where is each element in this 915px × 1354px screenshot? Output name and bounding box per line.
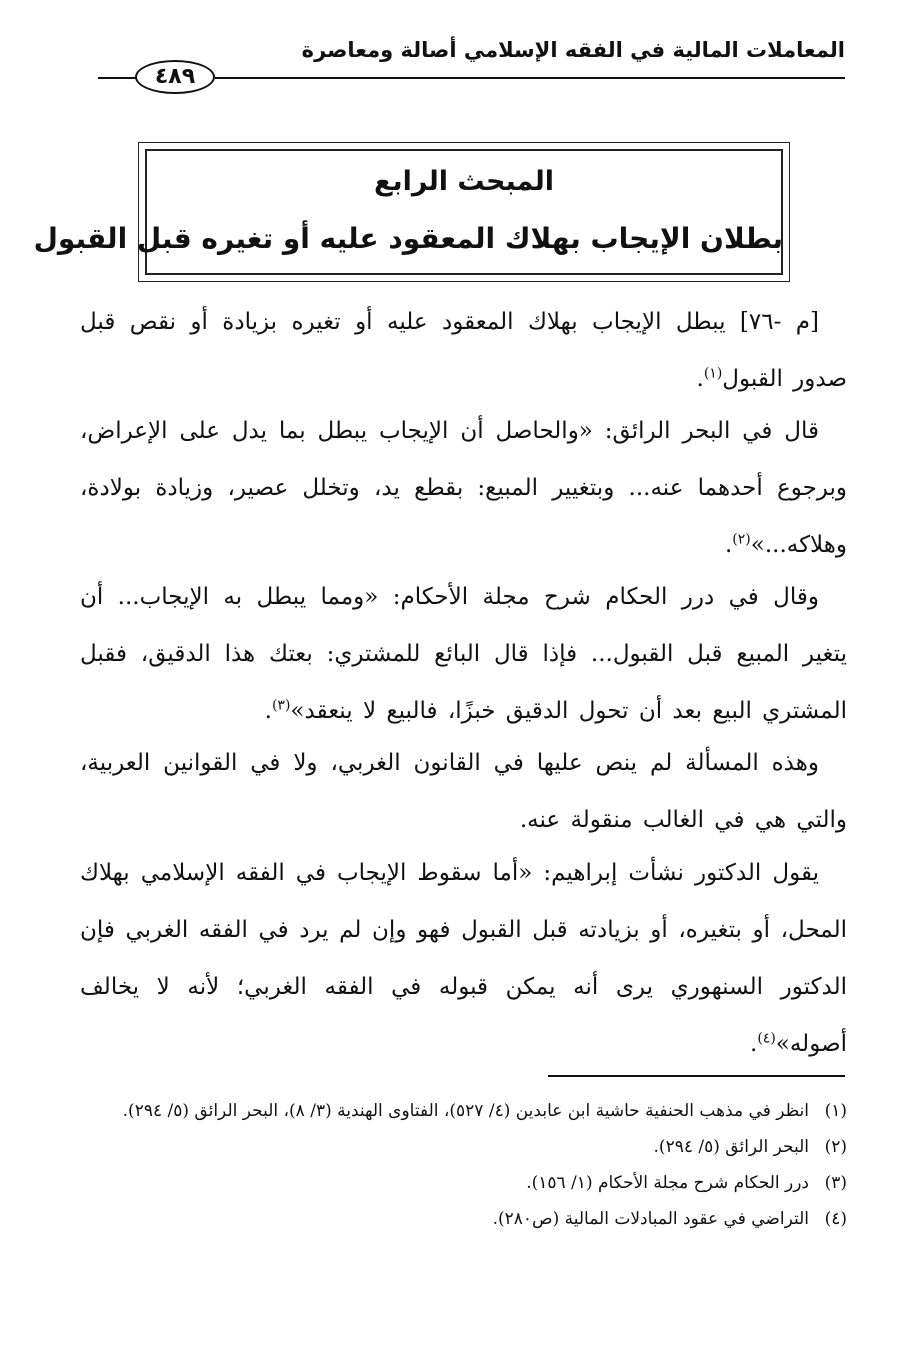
footnote-item bbox=[80, 1093, 847, 1129]
paragraph-tail: . bbox=[264, 698, 272, 724]
footnote-number: (١) bbox=[824, 1101, 847, 1121]
paragraph-text: وقال في درر الحكام شرح مجلة الأحكام: «ومما يبطل به الإيجاب... أن يتغير المبيع قبل القبول... فإذا قال البائع للمشتري: بعتك هذا الدقيق، فقبل المشتري البيع بعد أن تحول الدقيق خبزًا، فالبيع لا ينعقد» bbox=[80, 584, 847, 724]
paragraph-tail: . bbox=[696, 366, 704, 392]
footnote-separator bbox=[548, 1075, 845, 1077]
footnote-number: (٤) bbox=[824, 1209, 847, 1229]
paragraph-text: وهذه المسألة لم ينص عليها في القانون الغربي، ولا في القوانين العربية، والتي هي في الغالب منقولة عنه. bbox=[80, 750, 847, 833]
footnote-marker: (١) bbox=[703, 365, 723, 382]
body-paragraph bbox=[80, 403, 847, 574]
footnote-number: (٢) bbox=[824, 1137, 847, 1157]
header-rule-tail bbox=[98, 77, 136, 79]
section-subtitle: بطلان الإيجاب بهلاك المعقود عليه أو تغيره قبل القبول bbox=[33, 222, 783, 255]
body-paragraph bbox=[80, 569, 847, 740]
running-header-title: المعاملات المالية في الفقه الإسلامي أصالة ومعاصرة bbox=[301, 38, 845, 62]
footnote-text: درر الحكام شرح مجلة الأحكام (١/ ١٥٦). bbox=[526, 1173, 809, 1193]
paragraph-tail: . bbox=[750, 1031, 758, 1057]
footnote-text: التراضي في عقود المبادلات المالية (ص٢٨٠). bbox=[492, 1209, 809, 1229]
footnote-item bbox=[80, 1201, 847, 1237]
paragraph-tail: . bbox=[724, 532, 733, 558]
footnote-text: البحر الرائق (٥/ ٢٩٤). bbox=[653, 1137, 809, 1157]
body-paragraph bbox=[80, 294, 847, 408]
footnote-marker: (٤) bbox=[757, 1030, 776, 1047]
page-number: ٤٨٩ bbox=[135, 60, 215, 94]
footnote-number: (٣) bbox=[824, 1173, 847, 1193]
footnotes-section bbox=[80, 1093, 847, 1237]
header-rule bbox=[215, 77, 845, 79]
body-paragraph bbox=[80, 735, 847, 849]
body-paragraph bbox=[80, 845, 847, 1073]
footnote-item bbox=[80, 1165, 847, 1201]
footnote-item bbox=[80, 1129, 847, 1165]
paragraph-text: يقول الدكتور نشأت إبراهيم: «أما سقوط الإيجاب في الفقه الإسلامي بهلاك المحل، أو بتغيره، أو بزيادته قبل القبول فهو وإن لم يرد في الفقه الغربي فإن الدكتور السنهوري يرى أنه يمكن قبوله في الفقه الغربي؛ لأنه لا يخالف أصوله» bbox=[80, 860, 847, 1057]
footnote-text: انظر في مذهب الحنفية حاشية ابن عابدين (٤/ ٥٢٧)، الفتاوى الهندية (٣/ ٨)، البحر الرائق (٥/ ٢٩٤). bbox=[122, 1101, 809, 1121]
footnote-marker: (٢) bbox=[732, 531, 751, 548]
paragraph-text: قال في البحر الرائق: «والحاصل أن الإيجاب يبطل بما يدل على الإعراض، وبرجوع أحدهما عنه... وبتغيير المبيع: بقطع يد، وتخلل عصير، وزيادة بولادة، وهلاكه...» bbox=[80, 418, 847, 558]
footnote-marker: (٣) bbox=[271, 697, 291, 714]
section-title: المبحث الرابع bbox=[374, 166, 554, 197]
paragraph-text: [م -٧٦] يبطل الإيجاب بهلاك المعقود عليه أو تغيره بزيادة أو نقص قبل صدور القبول bbox=[80, 309, 847, 392]
